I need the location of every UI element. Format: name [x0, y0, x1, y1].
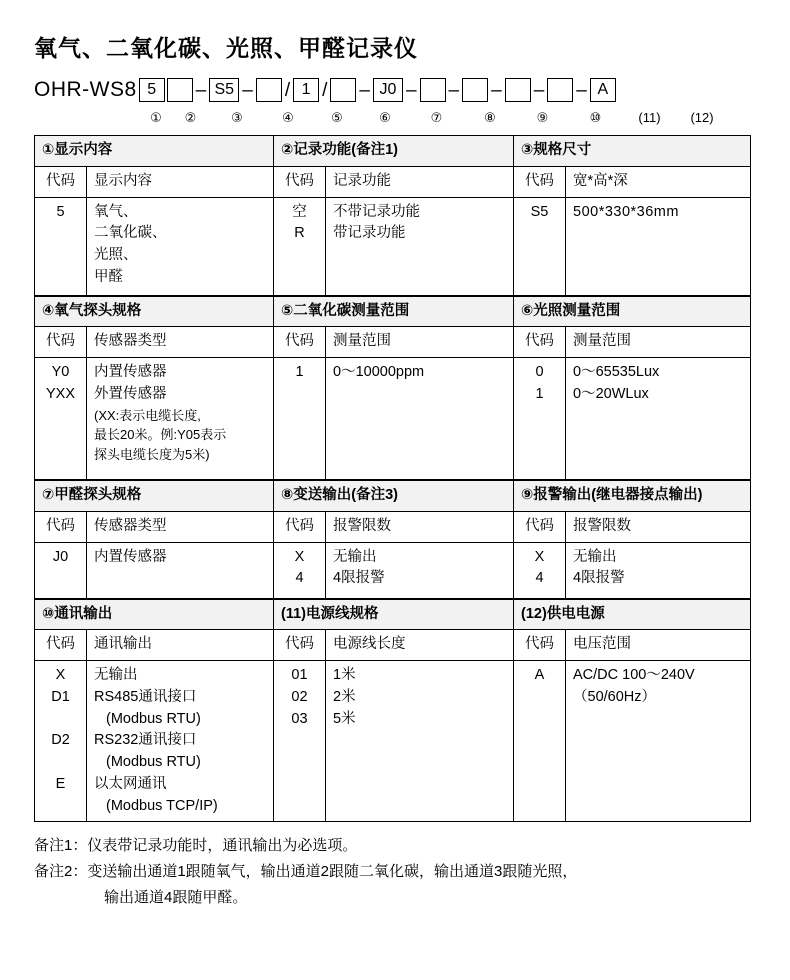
code-box-8[interactable] — [420, 78, 446, 102]
note-1: 备注1：仪表带记录功能时，通讯输出为必选项。 — [34, 837, 358, 855]
separator-9: – — [533, 79, 545, 101]
code-box-4[interactable] — [256, 78, 282, 102]
col-code-2: 代码 — [274, 166, 326, 197]
col-code-10: 代码 — [35, 630, 87, 661]
code-cell-3: S5 — [514, 197, 566, 295]
table-row-header — [35, 599, 751, 630]
separator-7: – — [448, 79, 460, 101]
code-cell-7: J0 — [35, 542, 87, 598]
index-3: ③ — [231, 109, 243, 125]
value-cell-1: 氧气、 二氧化碳、 光照、 甲醛 — [87, 197, 274, 295]
code-box-2[interactable] — [167, 78, 193, 102]
section-header-11: (11)电源线规格 — [274, 599, 514, 630]
table-row — [35, 542, 751, 598]
table-row-subheader — [35, 327, 751, 358]
col-code-7: 代码 — [35, 511, 87, 542]
table-row-header — [35, 136, 751, 167]
code-cell-11: 01 02 03 — [274, 661, 326, 822]
separator-10: – — [576, 79, 587, 101]
notes-section — [30, 834, 760, 910]
table-row-subheader — [35, 166, 751, 197]
col-value-8: 报警限数 — [326, 511, 514, 542]
code-cell-8: X 4 — [274, 542, 326, 598]
value-cell-10: 无输出 RS485通讯接口 (Modbus RTU) RS232通讯接口 (Modbus RTU) 以太网通讯 (Modbus TCP/IP) — [87, 661, 274, 822]
col-value-10: 通讯输出 — [87, 630, 274, 661]
code-cell-6: 0 1 — [514, 358, 566, 480]
col-value-11: 电源线长度 — [326, 630, 514, 661]
col-code-12: 代码 — [514, 630, 566, 661]
index-11: (11) — [638, 109, 661, 125]
value-cell-5: 0～10000ppm — [326, 358, 514, 480]
col-code-1: 代码 — [35, 166, 87, 197]
code-cell-2: 空 R — [274, 197, 326, 295]
value-cell-11: 1米 2米 5米 — [326, 661, 514, 822]
value-cell-9: 无输出 4限报警 — [566, 542, 751, 598]
code-box-3[interactable]: S5 — [209, 78, 239, 102]
index-12: (12) — [690, 109, 714, 125]
section-header-9: ⑨报警输出(继电器接点输出) — [514, 481, 751, 512]
value-cell-2: 不带记录功能 带记录功能 — [326, 197, 514, 295]
index-2: ② — [184, 109, 197, 125]
separator-6: – — [405, 79, 417, 101]
code-cell-12: A — [514, 661, 566, 822]
section-header-12: (12)供电电源 — [514, 599, 751, 630]
section-header-1: ①显示内容 — [35, 136, 274, 167]
value-cell-4: 内置传感器 外置传感器 (XX:表示电缆长度, 最长20米。例:Y05表示 探头电缆长度为5米) — [87, 358, 274, 480]
index-8: ⑧ — [484, 109, 496, 125]
col-value-1: 显示内容 — [87, 166, 274, 197]
code-cell-5: 1 — [274, 358, 326, 480]
index-4: ④ — [282, 109, 294, 125]
table-row-header — [35, 296, 751, 327]
spec-block-1 — [34, 135, 751, 296]
col-code-11: 代码 — [274, 630, 326, 661]
code-cell-10: X D1 D2 E — [35, 661, 87, 822]
separator-3: / — [284, 79, 291, 101]
separator-1: – — [195, 79, 207, 101]
code-box-5[interactable]: 1 — [293, 78, 319, 102]
table-row — [35, 358, 751, 480]
note-2-line-1: 备注2：变送输出通道1跟随氧气，输出通道2跟随二氧化碳，输出通道3跟随光照， — [34, 863, 578, 881]
model-index-row — [34, 105, 760, 129]
value-cell-8: 无输出 4限报警 — [326, 542, 514, 598]
code-box-7[interactable]: J0 — [373, 78, 403, 102]
table-row-subheader — [35, 511, 751, 542]
spec-block-2 — [34, 296, 751, 481]
spec-block-4 — [34, 599, 751, 823]
col-code-6: 代码 — [514, 327, 566, 358]
col-code-9: 代码 — [514, 511, 566, 542]
value-cell-3: 500*330*36mm — [566, 197, 751, 295]
col-value-4: 传感器类型 — [87, 327, 274, 358]
section-header-8: ⑧变送输出(备注3) — [274, 481, 514, 512]
index-9: ⑨ — [536, 109, 549, 125]
code-box-12[interactable]: A — [590, 78, 616, 102]
col-value-2: 记录功能 — [326, 166, 514, 197]
note-2-line-2: 输出通道4跟随甲醛。 — [104, 889, 248, 907]
section-header-5: ⑤二氧化碳测量范围 — [274, 296, 514, 327]
table-row — [35, 197, 751, 295]
separator-4: / — [322, 79, 328, 101]
section-header-4: ④氧气探头规格 — [35, 296, 274, 327]
index-7: ⑦ — [430, 109, 443, 125]
code-box-11[interactable] — [547, 78, 573, 102]
separator-2: – — [242, 79, 253, 101]
value-cell-7: 内置传感器 — [87, 542, 274, 598]
value-cell-12: AC/DC 100～240V （50/60Hz） — [566, 661, 751, 822]
code-box-9[interactable] — [462, 78, 488, 102]
code-cell-9: X 4 — [514, 542, 566, 598]
col-code-8: 代码 — [274, 511, 326, 542]
col-value-12: 电压范围 — [566, 630, 751, 661]
index-6: ⑥ — [379, 109, 391, 125]
col-value-3: 宽*高*深 — [566, 166, 751, 197]
table-row-subheader — [35, 630, 751, 661]
code-cell-1: 5 — [35, 197, 87, 295]
value-cell-6: 0～65535Lux 0～20WLux — [566, 358, 751, 480]
table-row — [35, 661, 751, 822]
col-value-9: 报警限数 — [566, 511, 751, 542]
col-code-4: 代码 — [35, 327, 87, 358]
section-header-2: ②记录功能(备注1) — [274, 136, 514, 167]
code-box-1[interactable]: 5 — [139, 78, 165, 102]
section-header-7: ⑦甲醛探头规格 — [35, 481, 274, 512]
table-row-header — [35, 481, 751, 512]
code-cell-4: Y0 YXX — [35, 358, 87, 480]
code-box-6[interactable] — [330, 78, 356, 102]
col-value-6: 测量范围 — [566, 327, 751, 358]
section-header-3: ③规格尺寸 — [514, 136, 751, 167]
section-header-10: ⑩通讯输出 — [35, 599, 274, 630]
col-value-5: 测量范围 — [326, 327, 514, 358]
model-prefix: OHR-WS8 — [34, 78, 137, 101]
col-value-7: 传感器类型 — [87, 511, 274, 542]
code-box-10[interactable] — [505, 78, 531, 102]
section-header-6: ⑥光照测量范围 — [514, 296, 751, 327]
col-code-3: 代码 — [514, 166, 566, 197]
index-5: ⑤ — [331, 109, 343, 125]
index-1: ① — [150, 109, 162, 125]
page-title: 氧气、二氧化碳、光照、甲醛记录仪 — [34, 35, 418, 61]
model-code-row — [34, 75, 760, 105]
index-10: ⑩ — [589, 109, 602, 125]
spec-block-3 — [34, 480, 751, 599]
col-code-5: 代码 — [274, 327, 326, 358]
separator-8: – — [491, 79, 502, 101]
separator-5: – — [359, 79, 370, 101]
